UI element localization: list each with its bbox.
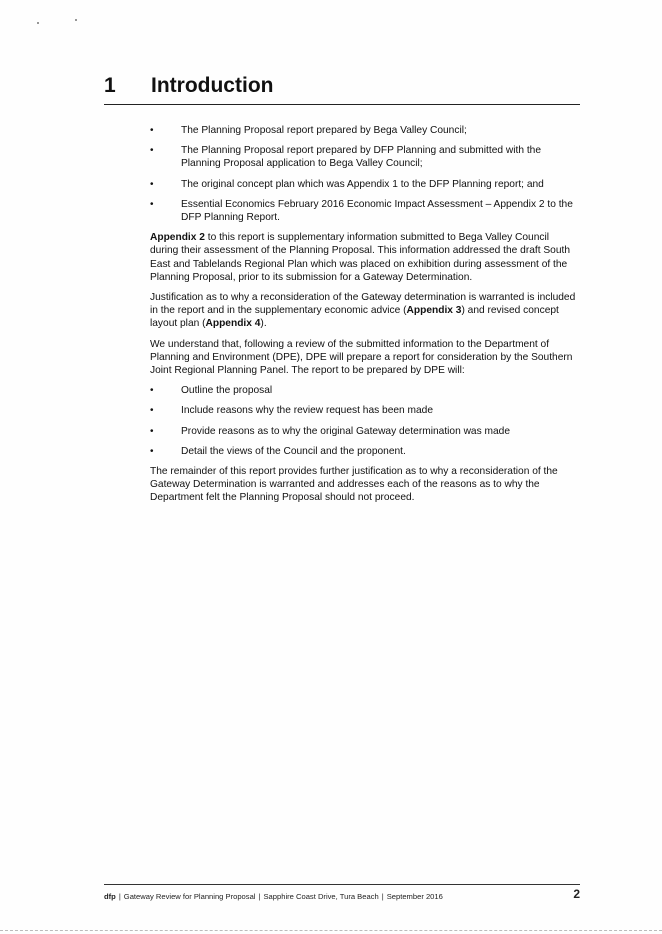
list-item-text: Include reasons why the review request has been made xyxy=(181,405,434,417)
bullet-icon: • xyxy=(150,178,154,190)
list-item xyxy=(150,445,580,458)
section-title: Introduction xyxy=(151,74,274,97)
appendix-ref: Appendix 3 xyxy=(406,305,462,317)
list-item xyxy=(150,404,580,417)
footer-separator: | xyxy=(118,892,121,901)
paragraph-text: ) and revised concept layout plan ( xyxy=(150,305,559,330)
list-item-text: The Planning Proposal report prepared by DFP Planning and submitted with the Planning Proposal application to Bega Valley Council; xyxy=(181,145,541,170)
appendix-ref: Appendix 4 xyxy=(205,318,261,330)
paragraph-text: to this report is supplementary information submitted to Bega Valley Council during their assessment of the Planning Proposal. This information addressed the draft South East and Tablelands Regional Plan which was placed on exhibition during assessment of the Planning Proposal, prior to its submission for a Gateway Determination. xyxy=(150,232,571,283)
bullet-icon: • xyxy=(150,445,154,457)
list-item xyxy=(150,124,580,137)
paragraph-remainder: The remainder of this report provides further justification as to why a reconsideration of the Gateway Determination is warranted and addresses each of the reasons as to why the Department felt the Planning Proposal should not proceed. xyxy=(150,466,558,504)
page-footer xyxy=(104,887,580,906)
dpe-report-list xyxy=(150,384,580,458)
paragraph-appendix-2 xyxy=(150,231,580,284)
list-item-text: The Planning Proposal report prepared by Bega Valley Council; xyxy=(181,125,467,136)
section-heading xyxy=(104,74,580,104)
list-item-text: Provide reasons as to why the original Gateway determination was made xyxy=(181,425,510,437)
appendix-ref: Appendix 2 xyxy=(150,232,205,244)
bullet-icon: • xyxy=(150,405,154,417)
footer-brand: dfp xyxy=(104,892,116,901)
list-item xyxy=(150,144,580,170)
paragraph-dpe-review: We understand that, following a review of the submitted information to the Department of Planning and Environment (DPE), DPE will prepare a report for consideration by the Southern Joint Regional Planning Panel. The report to be prepared by DPE will: xyxy=(150,338,573,377)
section-body xyxy=(150,124,580,512)
paragraph-text: Justification as to why a reconsideration of the Gateway determination is warranted is included in the report and in the supplementary economic advice ( xyxy=(150,292,576,317)
scan-speck xyxy=(75,19,77,21)
footer-date: September 2016 xyxy=(386,892,443,901)
scan-speck xyxy=(37,22,39,24)
bullet-icon: • xyxy=(150,145,154,157)
list-item xyxy=(150,384,580,397)
page-number: 2 xyxy=(573,887,580,901)
bullet-icon: • xyxy=(150,425,154,437)
list-item-text: Essential Economics February 2016 Economic Impact Assessment – Appendix 2 to the DFP Planning Report. xyxy=(181,198,573,224)
footer-location: Sapphire Coast Drive, Tura Beach xyxy=(263,892,379,901)
bullet-icon: • xyxy=(150,198,154,210)
list-item-text: The original concept plan which was Appendix 1 to the DFP Planning report; and xyxy=(181,178,544,190)
bullet-icon: • xyxy=(150,125,154,136)
footer-separator: | xyxy=(381,892,384,901)
paragraph-justification xyxy=(150,291,580,331)
document-list xyxy=(150,124,580,224)
footer-separator: | xyxy=(258,892,261,901)
list-item-text: Outline the proposal xyxy=(181,385,273,397)
heading-rule xyxy=(104,104,580,105)
list-item xyxy=(150,178,580,191)
list-item-text: Detail the views of the Council and the proponent. xyxy=(181,445,406,457)
footer-doc-title: Gateway Review for Planning Proposal xyxy=(123,892,256,901)
bullet-icon: • xyxy=(150,385,154,397)
paragraph-text: ). xyxy=(260,318,267,330)
list-item xyxy=(150,198,580,224)
list-item xyxy=(150,425,580,438)
footer-rule xyxy=(104,884,580,885)
scan-edge-line xyxy=(0,930,662,931)
section-number: 1 xyxy=(104,74,116,97)
